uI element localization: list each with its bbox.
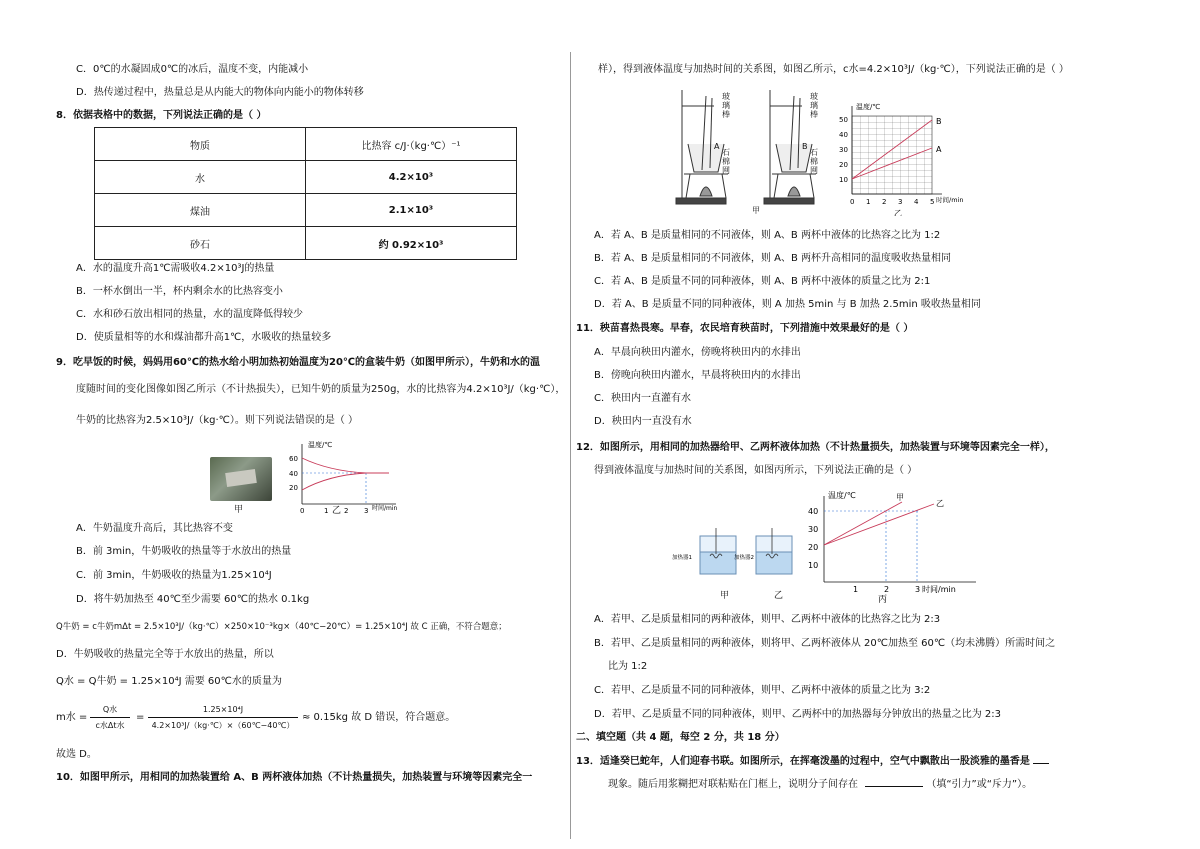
question-11: 11．秧苗喜热畏寒。早春，农民培育秧苗时，下列措施中效果最好的是（ ） [576,323,914,334]
table-cell: 2.1×10³ [306,194,517,227]
q13-blank-1[interactable] [1033,763,1049,764]
q10-asbestos-label-2: 石棉网 [810,148,818,175]
q9-xtick: 3 [364,507,369,515]
solution-frac2-den: 4.2×10³J/（kg·℃）×（60℃−40℃） [151,721,295,730]
q10-ylabel: 温度/℃ [856,103,881,111]
q9-temperature-chart [284,438,404,520]
q10-glass-rod-label-1: 玻璃棒 [722,92,730,119]
q9-ytick: 60 [289,455,298,463]
q10-beaker-a-label: A [714,142,720,151]
q9-xtick: 2 [344,507,349,515]
solution-frac2-bar [148,717,298,718]
q9-option-b: B．前 3min，牛奶吸收的热量等于水放出的热量 [76,546,292,557]
table-header-cell: 物质 [95,128,306,161]
q10-option-b: B．若 A、B 是质量相同的不同液体，则 A、B 两杯升高相同的温度吸收热量相同 [594,253,951,264]
q10-ytick: 40 [839,131,848,139]
q12-xtick: 1 [853,585,859,594]
question-12-line2: 得到液体温度与加热时间的关系图，如图丙所示，下列说法正确的是（ ） [594,465,918,476]
q12-option-d: D．若甲、乙是质量不同的同种液体，则甲、乙两杯中的加热器每分钟放出的热量之比为 2:3 [594,709,1001,720]
q9-water-curve [302,458,389,473]
table-cell: 水 [95,161,306,194]
table-header-cell: 比热容 c/J·（kg·℃）⁻¹ [306,128,517,161]
q9-option-d: D．将牛奶加热至 40℃至少需要 60℃的热水 0.1kg [76,594,310,605]
q9-label-jia: 甲 [234,505,244,515]
q12-option-c: C．若甲、乙是质量不同的同种液体，则甲、乙两杯中液体的质量之比为 3:2 [594,685,931,696]
solution-frac1-num: Q水 [102,705,118,714]
question-12-line1: 12．如图所示，用相同的加热器给甲、乙两杯液体加热（不计热量损失，加热装置与环境等因素完全一样）， [576,442,1055,453]
q10-ytick: 50 [839,116,848,124]
solution-line3: Q水 = Q牛奶 = 1.25×10⁴J 需要 60℃水的质量为 [56,676,282,687]
question-13-text: 13．适逢癸巳蛇年，人们迎春书联。如图所示，在挥毫泼墨的过程中，空气中飘散出一股淡雅的墨香是 [576,756,1030,767]
q9-ytick: 20 [289,484,298,492]
question-10: 10．如图甲所示，用相同的加热装置给 A、B 两杯液体加热（不计热量损失，加热装置与环境等因素完全一 [56,772,533,783]
q10-series-a-label: A [936,145,942,154]
solution-equals: = [136,712,145,723]
q12-line-yi [824,504,934,545]
q9-milk-curve [302,473,366,490]
q10-beaker-b-label: B [802,142,808,151]
q9-xlabel: 时间/min [372,505,398,512]
q12-ytick: 40 [808,507,819,516]
q11-option-b: B．傍晚向秧田内灌水，早晨将秧田内的水排出 [594,370,801,381]
question-9-line3: 牛奶的比热容为2.5×10³J/（kg·℃）。则下列说法错误的是（ ） [76,415,359,426]
q11-option-d: D．秧田内一直没有水 [594,416,692,427]
q10-ytick: 10 [839,176,848,184]
question-10-cont: 样），得到液体温度与加热时间的关系图，如图乙所示，c水=4.2×10³J/（kg·℃），下列说法正确的是（ ） [598,64,1069,75]
question-8: 8．依据表格中的数据，下列说法正确的是（ ） [56,110,267,121]
q12-label-bing: 丙 [878,595,888,604]
question-9-line2: 度随时间的变化图像如图乙所示（不计热损失），已知牛奶的质量为250g，水的比热容为4.2×10³J/（kg·℃）， [76,384,566,395]
q12-ytick: 20 [808,543,819,552]
q8-option-d: D．使质量相等的水和煤油都升高1℃，水吸收的热量较多 [76,332,332,343]
table-row [95,161,517,194]
option-d-prev: D．热传递过程中，热量总是从内能大的物体向内能小的物体转移 [76,87,364,98]
table-cell: 约 0.92×10³ [306,227,517,260]
q10-glass-rod-label-2: 玻璃棒 [810,92,818,119]
option-c-prev: C．0℃的水凝固成0℃的冰后，温度不变，内能减小 [76,64,309,75]
table-cell: 砂石 [95,227,306,260]
q9-ylabel: 温度/℃ [308,441,333,449]
q10-option-a: A．若 A、B 是质量相同的不同液体，则 A、B 两杯中液体的比热容之比为 1:2 [594,230,941,241]
q10-xtick: 4 [914,198,919,206]
q10-xtick: 5 [930,198,935,206]
q8-option-c: C．水和砂石放出相同的热量，水的温度降低得较少 [76,309,303,320]
q10-ytick: 30 [839,146,848,154]
q10-xtick: 3 [898,198,903,206]
solution-line2: D．牛奶吸收的热量完全等于水放出的热量，所以 [56,649,274,660]
solution-frac1-bar [90,717,130,718]
solution-m-label: m水 = [56,712,88,723]
q12-xtick: 3 [915,585,921,594]
q10-chart [836,98,966,216]
question-13-line2 [608,778,1032,791]
solution-line1: Q牛奶 = c牛奶mΔt = 2.5×10³J/（kg·℃）×250×10⁻³kg×（40℃−20℃）= 1.25×10⁴J 故 C 正确，不符合题意； [56,622,507,632]
left-column [56,0,566,849]
solution-frac1-den: c水Δt水 [95,721,125,730]
q12-heater2-label: 加热器2 [734,555,754,561]
q12-option-b-line2: 比为 1:2 [608,661,648,672]
q10-ytick: 20 [839,161,848,169]
q10-option-d: D．若 A、B 是质量不同的同种液体，则 A 加热 5min 与 B 加热 2.5min 吸收热量相同 [594,299,981,310]
q10-asbestos-label-1: 石棉网 [722,148,730,175]
q12-ytick: 10 [808,561,819,570]
table-cell: 煤油 [95,194,306,227]
table-cell: 4.2×10³ [306,161,517,194]
question-13-line1 [576,755,1049,768]
q13-blank-2[interactable] [865,786,923,787]
table-row [95,227,517,260]
question-9-line1: 9．吃早饭的时候，妈妈用60℃的热水给小明加热初始温度为20℃的盒装牛奶（如图甲所示），牛奶和水的温 [56,357,541,368]
solution-answer: 故选 D。 [56,749,97,760]
q12-heater1-label: 加热器1 [672,555,692,561]
q9-label-yi: 乙 [332,506,342,516]
table-row [95,194,517,227]
q9-ytick: 40 [289,470,298,478]
column-divider [570,52,571,839]
q12-xlabel: 时间/min [922,585,956,594]
q10-label-jia: 甲 [752,206,760,215]
question-13-text-2: 现象。随后用浆糊把对联粘贴在门框上，说明分子间存在 [608,779,858,790]
q9-photo [210,457,272,501]
section-2-heading: 二、填空题（共 4 题，每空 2 分，共 18 分） [576,732,785,743]
q11-option-c: C．秧田内一直灌有水 [594,393,691,404]
q9-xtick: 1 [324,507,329,515]
q12-option-b-line1: B．若甲、乙是质量相同的两种液体，则将甲、乙两杯液体从 20℃加热至 60℃（均未沸腾）所需时间之 [594,638,1056,649]
q12-label-jia: 甲 [720,591,730,601]
q10-xtick: 0 [850,198,855,206]
q9-xtick: 0 [300,507,305,515]
q10-xtick: 1 [866,198,871,206]
q12-option-a: A．若甲、乙是质量相同的两种液体，则甲、乙两杯中液体的比热容之比为 2:3 [594,614,941,625]
q9-option-c: C．前 3min，牛奶吸收的热量为1.25×10⁴J [76,570,272,581]
question-13-text-3: （填“引力”或“斥力”）。 [926,779,1033,790]
solution-frac2-num: 1.25×10⁴J [202,705,244,714]
q10-label-yi: 乙 [894,209,902,216]
q12-beakers [672,526,802,586]
specific-heat-table [94,127,517,260]
q10-option-c: C．若 A、B 是质量不同的同种液体，则 A、B 两杯中液体的质量之比为 2:1 [594,276,931,287]
q8-option-a: A．水的温度升高1℃需吸收4.2×10³J的热量 [76,263,275,274]
right-column [576,0,1144,849]
q10-xtick: 2 [882,198,887,206]
q12-series-jia-label: 甲 [896,493,904,502]
q12-series-yi-label: 乙 [936,499,944,508]
q10-series-b-label: B [936,117,942,126]
q8-option-b: B．一杯水倒出一半，杯内剩余水的比热容变小 [76,286,283,297]
q12-line-jia [824,502,902,545]
q12-ytick: 30 [808,525,819,534]
q12-ylabel: 温度/℃ [828,491,856,500]
q11-option-a: A．早晨向秧田内灌水，傍晚将秧田内的水排出 [594,347,801,358]
q12-chart [798,488,988,604]
table-header-row [95,128,517,161]
q12-xtick: 2 [884,585,890,594]
q12-label-yi: 乙 [774,591,784,601]
solution-result: ≈ 0.15kg 故 D 错误，符合题意。 [302,712,456,723]
q10-xlabel: 时间/min [936,196,964,204]
q9-option-a: A．牛奶温度升高后，其比热容不变 [76,523,233,534]
